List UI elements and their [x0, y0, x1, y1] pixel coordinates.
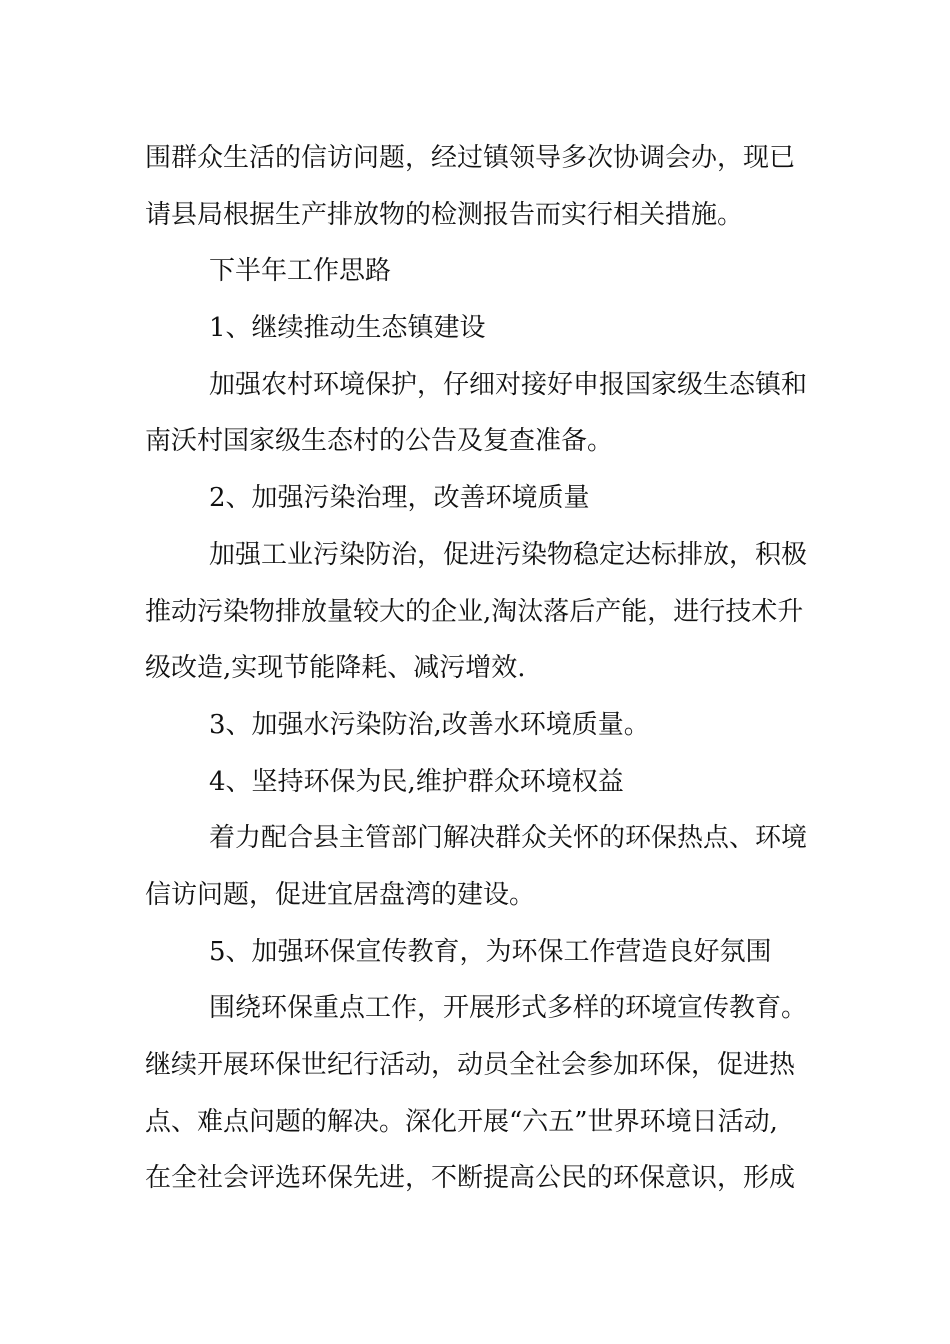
- text-line: 请县局根据生产排放物的检测报告而实行相关措施。: [145, 199, 744, 230]
- section-heading: 下半年工作思路: [209, 256, 392, 287]
- item-heading: 5、加强环保宣传教育，为环保工作营造良好氛围: [209, 936, 772, 967]
- text-line: 南沃村国家级生态村的公告及复查准备。: [145, 426, 614, 457]
- text-line: 围绕环保重点工作，开展形式多样的环境宣传教育。: [209, 993, 808, 1024]
- text-line: 加强工业污染防治，促进污染物稳定达标排放，积极: [209, 539, 808, 570]
- text-line: 级改造,实现节能降耗、减污增效.: [145, 653, 526, 684]
- item-heading: 3、加强水污染防治,改善水环境质量。: [209, 709, 650, 740]
- body-text: [145, 130, 810, 1207]
- text-line: 点、难点问题的解决。深化开展“六五”世界环境日活动,: [145, 1106, 778, 1137]
- item-heading: 4、坚持环保为民,维护群众环境权益: [209, 766, 624, 797]
- text-line: 加强农村环境保护，仔细对接好申报国家级生态镇和: [209, 369, 808, 400]
- text-line: 推动污染物排放量较大的企业,淘汰落后产能，进行技术升: [145, 596, 804, 627]
- text-line: 继续开展环保世纪行活动，动员全社会参加环保，促进热: [145, 1050, 796, 1080]
- text-line: 在全社会评选环保先进，不断提高公民的环保意识，形成: [145, 1163, 796, 1194]
- item-heading: 1、继续推动生态镇建设: [209, 313, 486, 344]
- text-line: 信访问题，促进宜居盘湾的建设。: [145, 879, 536, 910]
- text-line: 着力配合县主管部门解决群众关怀的环保热点、环境: [209, 823, 808, 854]
- text-line: 围群众生活的信访问题，经过镇领导多次协调会办，现已: [145, 143, 796, 173]
- item-heading: 2、加强污染治理，改善环境质量: [209, 483, 590, 514]
